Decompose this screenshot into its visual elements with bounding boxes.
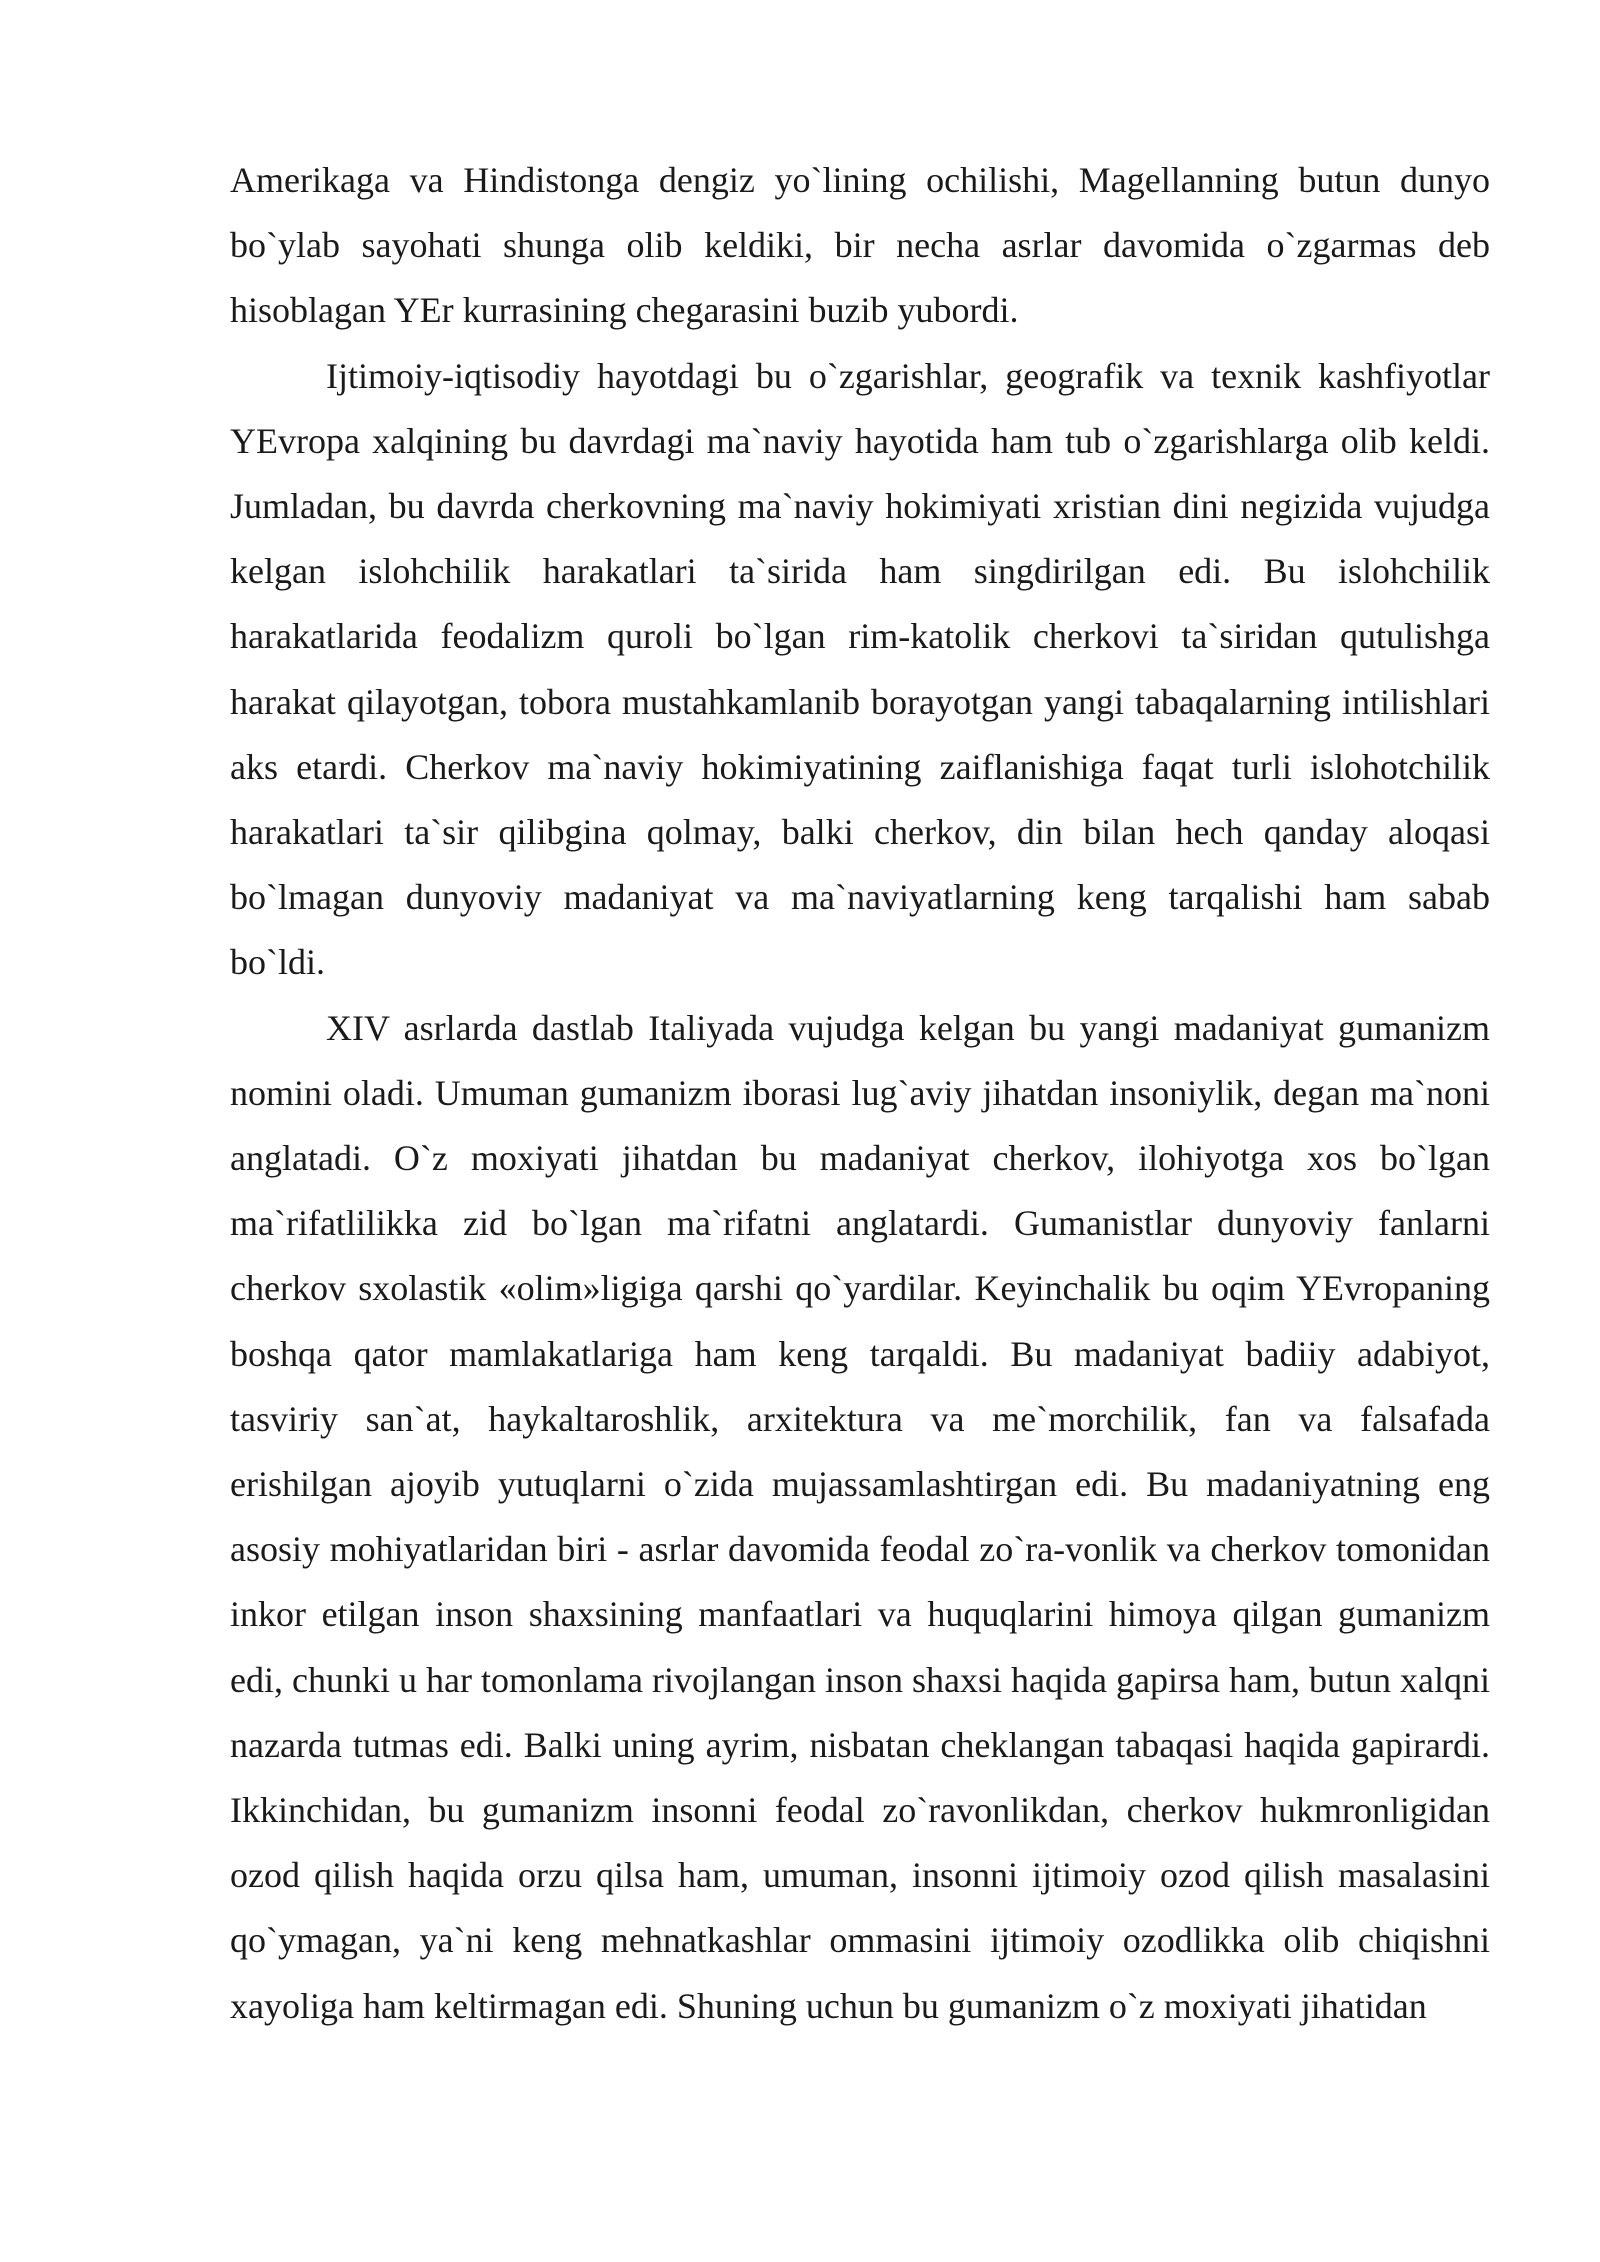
paragraph-geographic-discoveries: Amerikaga va Hindistonga dengiz yo`lining ochilishi, Magellanning butun dunyo bo`ylab sayohati shunga olib keldiki, bir necha asrlar davomida o`zgarmas deb hisoblagan YEr kurrasining chegarasini buzib yubordi. [230, 160, 1490, 331]
paragraph-reformation-movements: Ijtimoiy-iqtisodiy hayotdagi bu o`zgarishlar, geografik va texnik kashfiyotlar YEvropa xalqining bu davrdagi ma`naviy hayotida ham tub o`zgarishlarga olib keldi. Jumladan, bu davrda cherkovning ma`naviy hokimiyati xristian dini negizida vujudga kelgan islohchilik harakatlari ta`sirida ham singdirilgan edi. Bu islohchilik harakatlarida feodalizm quroli bo`lgan rim-katolik cherkovi ta`siridan qutulishga harakat qilayotgan, tobora mustahkamlanib borayotgan yangi tabaqalarning intilishlari aks etardi. Cherkov ma`naviy hokimiyatining zaiflanishiga faqat turli islohotchilik harakatlari ta`sir qilibgina qolmay, balki cherkov, din bilan hech qanday aloqasi bo`lmagan dunyoviy madaniyat va ma`naviyatlarning keng tarqalishi ham sabab bo`ldi. [230, 355, 1490, 983]
document-body [230, 148, 1490, 2039]
paragraph-humanism: XIV asrlarda dastlab Italiyada vujudga kelgan bu yangi madaniyat gumanizm nomini oladi. Umuman gumanizm iborasi lug`aviy jihatdan insoniylik, degan ma`noni anglatadi. O`z moxiyati jihatdan bu madaniyat cherkov, ilohiyotga xos bo`lgan ma`rifatlilikka zid bo`lgan ma`rifatni anglatardi. Gumanistlar dunyoviy fanlarni cherkov sxolastik «olim»ligiga qarshi qo`yardilar. Keyinchalik bu oqim YEvropaning boshqa qator mamlakatlariga ham keng tarqaldi. Bu madaniyat badiiy adabiyot, tasviriy san`at, haykaltaroshlik, arxitektura va me`morchilik, fan va falsafada erishilgan ajoyib yutuqlarni o`zida mujassamlashtirgan edi. Bu madaniyatning eng asosiy mohiyatlaridan biri - asrlar davomida feodal zo`ra-vonlik va cherkov tomonidan inkor etilgan inson shaxsining manfaatlari va huquqlarini himoya qilgan gumanizm edi, chunki u har tomonlama rivojlangan inson shaxsi haqida gapirsa ham, butun xalqni nazarda tutmas edi. Balki uning ayrim, nisbatan cheklangan tabaqasi haqida gapirardi. Ikkinchidan, bu gumanizm insonni feodal zo`ravonlikdan, cherkov hukmronligidan ozod qilish haqida orzu qilsa ham, umuman, insonni ijtimoiy ozod qilish masalasini qo`ymagan, ya`ni keng mehnatkashlar ommasini ijtimoiy ozodlikka olib chiqishni xayoliga ham keltirmagan edi. Shuning uchun bu gumanizm o`z moxiyati jihatidan [230, 1007, 1490, 2026]
